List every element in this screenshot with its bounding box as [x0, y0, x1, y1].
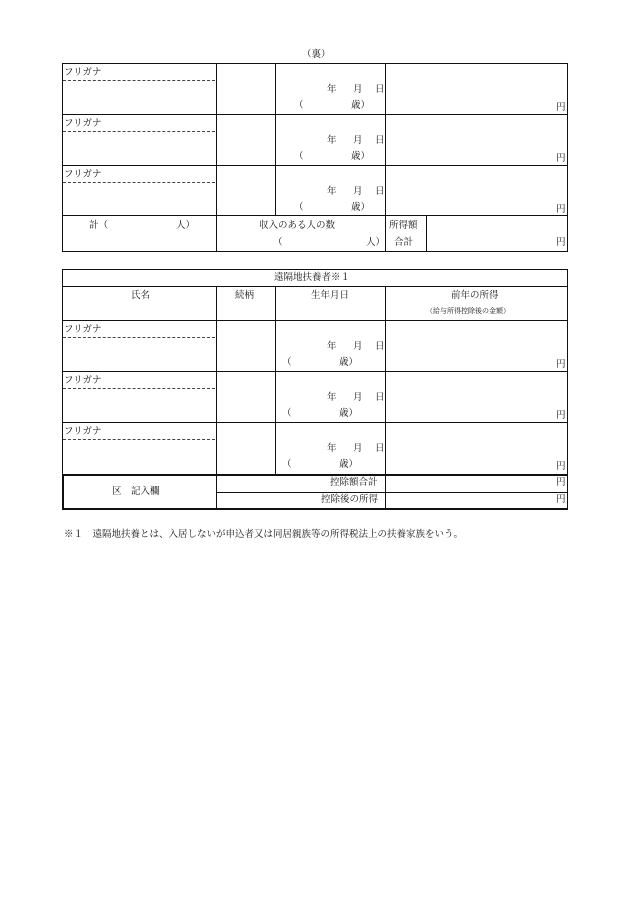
ward-label: 区 記入欄	[112, 486, 160, 497]
age-open: （	[282, 408, 292, 419]
yen-unit: 円	[556, 461, 566, 472]
header-income-note: （給与所得控除後の金額）	[426, 307, 510, 315]
age-open: （	[294, 151, 304, 162]
row-divider	[216, 492, 568, 493]
year-label: 年	[327, 443, 337, 454]
yen-unit: 円	[556, 410, 566, 421]
month-label: 月	[353, 392, 363, 403]
furigana-label: フリガナ	[64, 375, 102, 386]
ward-left-border	[63, 474, 64, 510]
row-divider	[62, 422, 568, 423]
age-close: 歳）	[339, 408, 359, 419]
age-close: 歳）	[339, 357, 359, 368]
row-divider	[62, 475, 568, 476]
age-close: 歳）	[339, 459, 359, 470]
year-label: 年	[327, 186, 337, 197]
yen-unit: 円	[556, 494, 566, 505]
year-label: 年	[327, 341, 337, 352]
age-close: 歳）	[351, 151, 371, 162]
income-sum-label-2: 合計	[394, 237, 414, 248]
after-deduction-label: 控除後の所得	[321, 494, 379, 505]
month-label: 月	[353, 84, 363, 95]
income-count-open: （	[273, 237, 283, 248]
row-divider	[62, 320, 568, 321]
total-persons-label: 計（	[89, 220, 109, 231]
month-label: 月	[353, 186, 363, 197]
row-divider	[62, 371, 568, 372]
age-close: 歳）	[351, 100, 371, 111]
furigana-line	[63, 80, 215, 81]
col-divider	[426, 215, 427, 252]
row-divider	[62, 165, 568, 166]
income-sum-label: 所得額	[389, 220, 418, 231]
header-income: 前年の所得	[451, 290, 499, 301]
day-label: 日	[375, 443, 385, 454]
footnote: ※１ 遠隔地扶養とは、入居しないが申込者又は同居親族等の所得税法上の扶養家族をいう。	[64, 529, 464, 540]
furigana-label: フリガナ	[64, 67, 102, 78]
header-relation: 続柄	[235, 290, 255, 301]
day-label: 日	[375, 135, 385, 146]
yen-unit: 円	[556, 153, 566, 164]
day-label: 日	[375, 341, 385, 352]
day-label: 日	[375, 186, 385, 197]
income-count-label: 収入のある人の数	[259, 220, 336, 231]
year-label: 年	[327, 135, 337, 146]
age-open: （	[282, 357, 292, 368]
row-divider	[62, 508, 568, 509]
row-divider	[62, 114, 568, 115]
col-divider	[216, 63, 217, 215]
yen-unit: 円	[556, 237, 566, 248]
yen-unit: 円	[556, 359, 566, 370]
furigana-line	[63, 131, 215, 132]
col-divider	[216, 286, 217, 474]
furigana-line	[63, 439, 215, 440]
furigana-label: フリガナ	[64, 324, 102, 335]
furigana-label: フリガナ	[64, 426, 102, 437]
col-divider	[275, 286, 276, 474]
day-label: 日	[375, 392, 385, 403]
month-label: 月	[353, 341, 363, 352]
furigana-line	[63, 182, 215, 183]
year-label: 年	[327, 392, 337, 403]
age-open: （	[282, 459, 292, 470]
deduction-total-label: 控除額合計	[330, 477, 378, 488]
age-open: （	[294, 202, 304, 213]
month-label: 月	[353, 135, 363, 146]
header-name: 氏名	[131, 290, 151, 301]
col-divider	[275, 63, 276, 215]
yen-unit: 円	[556, 204, 566, 215]
yen-unit: 円	[556, 102, 566, 113]
header-birthdate: 生年月日	[311, 290, 350, 301]
furigana-line	[63, 388, 215, 389]
col-divider	[216, 215, 217, 252]
furigana-label: フリガナ	[64, 118, 102, 129]
total-persons-suffix: 人）	[176, 220, 196, 231]
row-divider	[62, 286, 568, 287]
yen-unit: 円	[556, 477, 566, 488]
month-label: 月	[353, 443, 363, 454]
page-title: （裏）	[302, 49, 331, 60]
day-label: 日	[375, 84, 385, 95]
furigana-line	[63, 337, 215, 338]
age-close: 歳）	[351, 202, 371, 213]
row-divider	[62, 215, 568, 216]
furigana-label: フリガナ	[64, 169, 102, 180]
year-label: 年	[327, 84, 337, 95]
income-count-suffix: 人）	[366, 237, 386, 248]
remote-table-title: 遠隔地扶養者※１	[274, 272, 351, 283]
age-open: （	[294, 100, 304, 111]
col-divider	[385, 63, 386, 252]
